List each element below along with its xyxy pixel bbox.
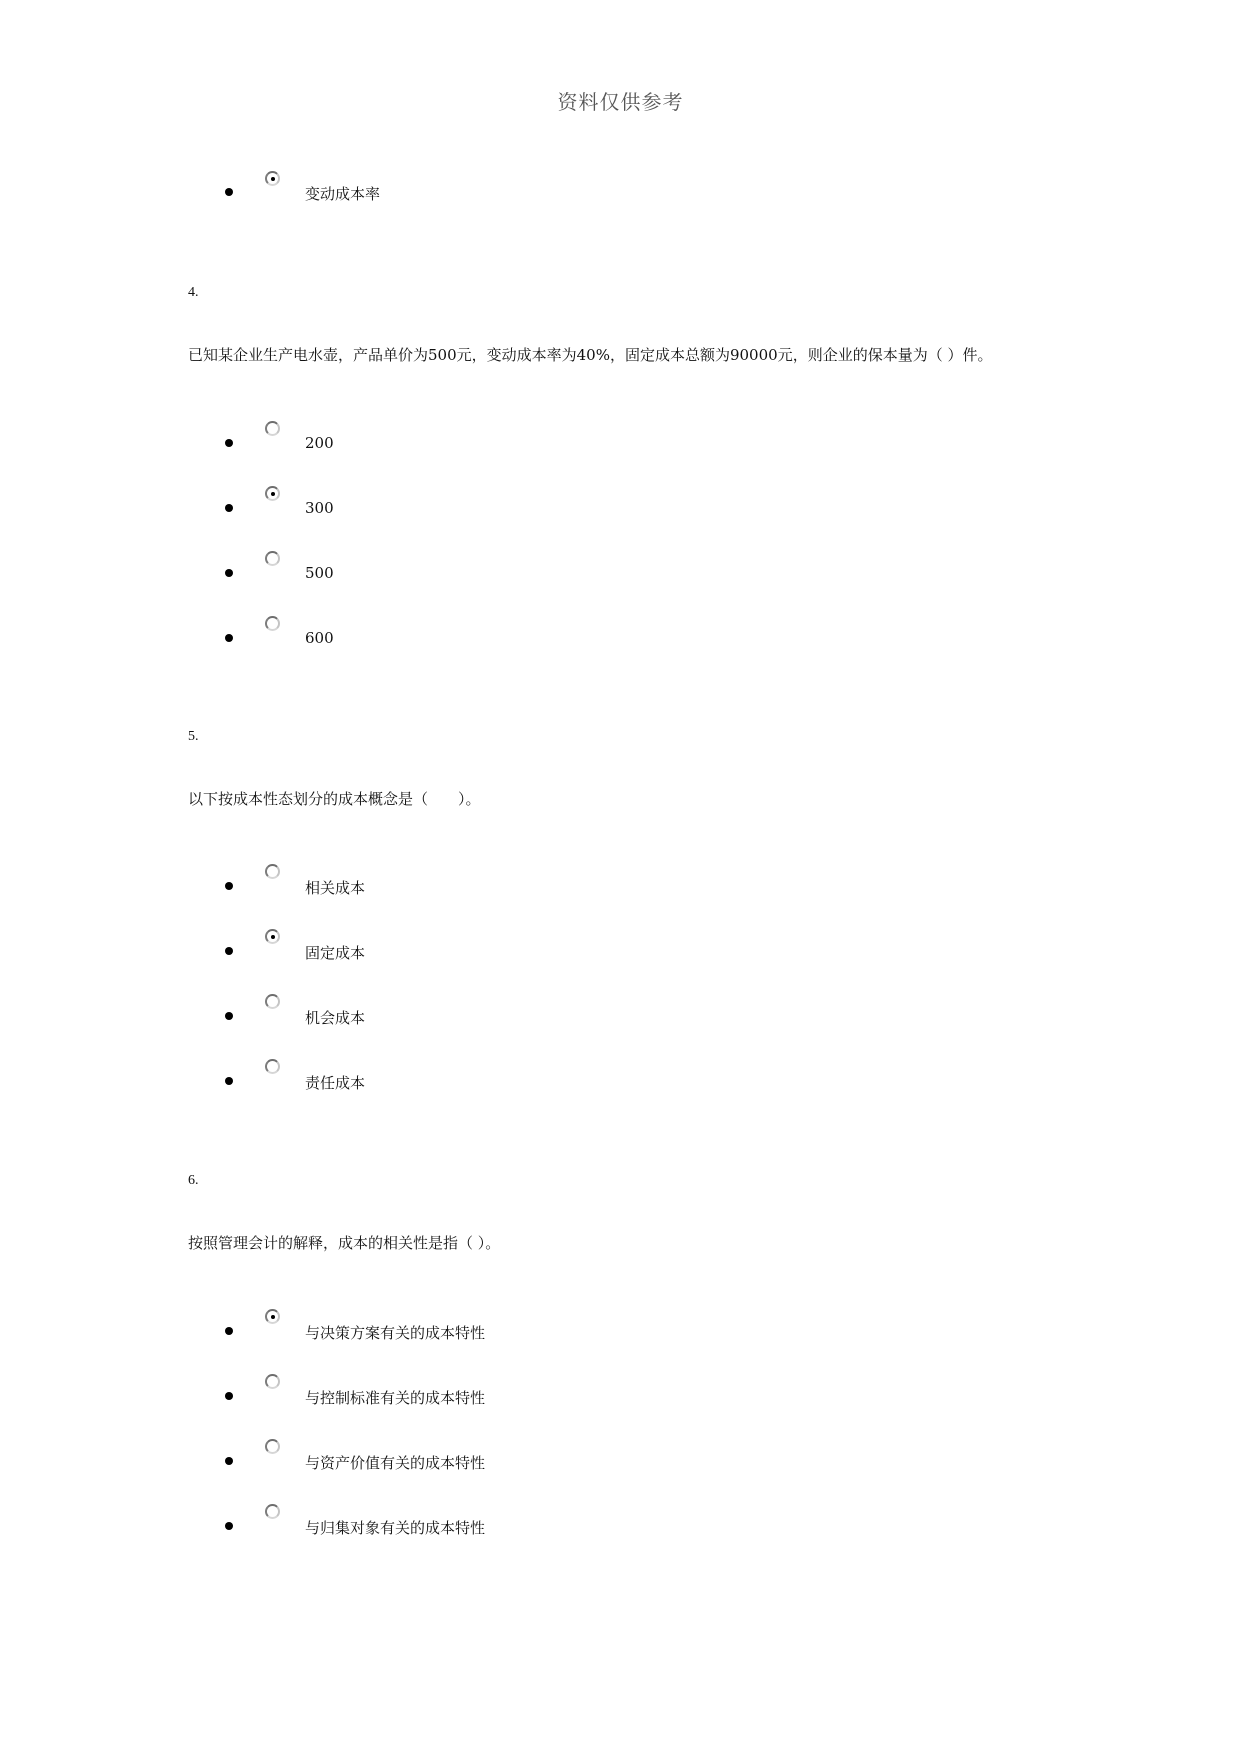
bullet [225, 1392, 233, 1400]
option-label: 变动成本率 [305, 185, 381, 203]
bullet [225, 439, 233, 447]
option-label: 与决策方案有关的成本特性 [305, 1324, 486, 1342]
bullet [225, 1012, 233, 1020]
radio-button[interactable] [265, 486, 280, 501]
question-number: 6. [188, 1173, 199, 1188]
question-text: 按照管理会计的解释，成本的相关性是指（ ）。 [188, 1234, 501, 1252]
radio-button[interactable] [265, 171, 280, 186]
radio-dot [271, 1315, 275, 1319]
option-label: 与控制标准有关的成本特性 [305, 1389, 486, 1407]
radio-button[interactable] [265, 421, 280, 436]
radio-button[interactable] [265, 1439, 280, 1454]
question-text: 以下按成本性态划分的成本概念是（ ）。 [188, 790, 481, 808]
page-header: 资料仅供参考 [557, 90, 684, 114]
bullet [225, 1457, 233, 1465]
radio-button[interactable] [265, 1059, 280, 1074]
option-label: 固定成本 [305, 944, 366, 962]
radio-button[interactable] [265, 994, 280, 1009]
bullet [225, 188, 233, 196]
bullet [225, 1522, 233, 1530]
option-label: 与归集对象有关的成本特性 [305, 1519, 486, 1537]
question-number: 4. [188, 285, 199, 300]
option-label: 与资产价值有关的成本特性 [305, 1454, 486, 1472]
bullet [225, 634, 233, 642]
bullet [225, 1327, 233, 1335]
radio-button[interactable] [265, 1504, 280, 1519]
bullet [225, 947, 233, 955]
radio-dot [271, 492, 275, 496]
option-label: 300 [305, 499, 334, 517]
radio-button[interactable] [265, 616, 280, 631]
radio-button[interactable] [265, 551, 280, 566]
radio-button[interactable] [265, 1309, 280, 1324]
option-label: 机会成本 [305, 1009, 366, 1027]
option-label: 200 [305, 434, 334, 452]
option-label: 相关成本 [305, 879, 366, 897]
radio-button[interactable] [265, 929, 280, 944]
radio-button[interactable] [265, 864, 280, 879]
radio-dot [271, 935, 275, 939]
bullet [225, 504, 233, 512]
radio-dot [271, 177, 275, 181]
option-label: 600 [305, 629, 334, 647]
bullet [225, 1077, 233, 1085]
question-number: 5. [188, 729, 199, 744]
option-label: 500 [305, 564, 334, 582]
radio-button[interactable] [265, 1374, 280, 1389]
option-label: 责任成本 [305, 1074, 366, 1092]
bullet [225, 569, 233, 577]
bullet [225, 882, 233, 890]
question-text: 已知某企业生产电水壶，产品单价为500元，变动成本率为40%，固定成本总额为90000元，则企业的保本量为（ ）件。 [188, 346, 993, 364]
